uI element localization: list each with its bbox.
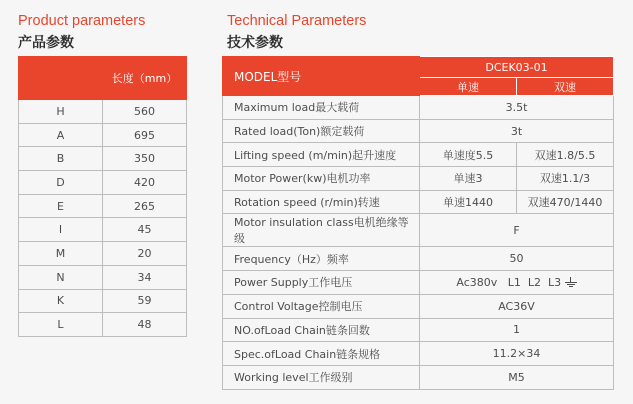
row-label: Rotation speed (r/min)转速 [223, 190, 420, 214]
row-label: Motor insulation class电机绝缘等级 [223, 214, 420, 247]
value-cell: 59 [103, 289, 187, 313]
header-model-code: DCEK03-01 [420, 57, 614, 78]
param-cell: K [19, 289, 103, 313]
table-row [223, 271, 614, 295]
table-header-row [19, 57, 187, 100]
power-supply-value: Ac380v L1 L2 L3 [456, 275, 562, 289]
product-parameters-title-cn: 产品参数 [18, 35, 74, 51]
row-label: Frequency（Hz）频率 [223, 247, 420, 271]
header-single-speed: 单速 [420, 78, 517, 96]
row-value-single: 单速度5.5 [420, 143, 517, 167]
table-row [223, 294, 614, 318]
header-double-speed: 双速 [517, 78, 614, 96]
table-row [223, 167, 614, 191]
row-label: Rated load(Ton)额定载荷 [223, 119, 420, 143]
table-row [223, 119, 614, 143]
param-cell: B [19, 147, 103, 171]
table-row [19, 242, 187, 266]
value-cell: 560 [103, 100, 187, 124]
value-cell: 45 [103, 218, 187, 242]
table-row [223, 214, 614, 247]
row-label: Power Supply工作电压 [223, 271, 420, 295]
table-row [19, 218, 187, 242]
table-row [19, 100, 187, 124]
row-label: NO.ofLoad Chain链条回数 [223, 318, 420, 342]
table-row [223, 342, 614, 366]
param-cell: I [19, 218, 103, 242]
row-label: Working level工作级别 [223, 365, 420, 389]
row-value: 11.2×34 [420, 342, 614, 366]
row-label: Lifting speed (m/min)起升速度 [223, 143, 420, 167]
product-parameters-table [18, 56, 187, 337]
product-parameters-title: Product parameters [18, 13, 146, 29]
table-row [223, 190, 614, 214]
param-cell: E [19, 194, 103, 218]
value-cell: 265 [103, 194, 187, 218]
row-value: 50 [420, 247, 614, 271]
table-row [19, 313, 187, 337]
row-label: Maximum load最大载荷 [223, 96, 420, 120]
table-row [19, 289, 187, 313]
row-value: AC36V [420, 294, 614, 318]
row-value: F [420, 214, 614, 247]
row-label: Spec.ofLoad Chain链条规格 [223, 342, 420, 366]
header-model: MODEL型号 [223, 57, 420, 96]
table-row [223, 96, 614, 120]
value-cell: 20 [103, 242, 187, 266]
param-cell: N [19, 265, 103, 289]
row-value-single: 单速3 [420, 167, 517, 191]
table-row [223, 365, 614, 389]
param-cell: L [19, 313, 103, 337]
technical-parameters-table [222, 56, 614, 390]
row-value: 3t [420, 119, 614, 143]
param-cell: D [19, 171, 103, 195]
row-value-double: 双速1.8/5.5 [517, 143, 614, 167]
technical-parameters-title: Technical Parameters [227, 13, 367, 29]
table-row [223, 247, 614, 271]
table-row [19, 147, 187, 171]
param-cell: H [19, 100, 103, 124]
value-cell: 350 [103, 147, 187, 171]
row-value: 3.5t [420, 96, 614, 120]
row-value: 1 [420, 318, 614, 342]
value-cell: 420 [103, 171, 187, 195]
header-cell-blank [19, 57, 103, 100]
value-cell: 48 [103, 313, 187, 337]
row-value-double: 双速470/1440 [517, 190, 614, 214]
technical-parameters-title-cn: 技术参数 [227, 35, 283, 51]
table-row [19, 265, 187, 289]
value-cell: 695 [103, 123, 187, 147]
table-row [19, 171, 187, 195]
header-length-mm: 长度（mm） [103, 57, 187, 100]
row-value-double: 双速1.1/3 [517, 167, 614, 191]
table-row [19, 194, 187, 218]
row-label: Motor Power(kw)电机功率 [223, 167, 420, 191]
table-row [223, 318, 614, 342]
row-value-single: 单速1440 [420, 190, 517, 214]
value-cell: 34 [103, 265, 187, 289]
table-row [223, 143, 614, 167]
table-row [19, 123, 187, 147]
row-value [420, 271, 614, 295]
ground-icon [565, 277, 577, 287]
param-cell: M [19, 242, 103, 266]
row-value: M5 [420, 365, 614, 389]
param-cell: A [19, 123, 103, 147]
table-header-row [223, 57, 614, 78]
row-label: Control Voltage控制电压 [223, 294, 420, 318]
